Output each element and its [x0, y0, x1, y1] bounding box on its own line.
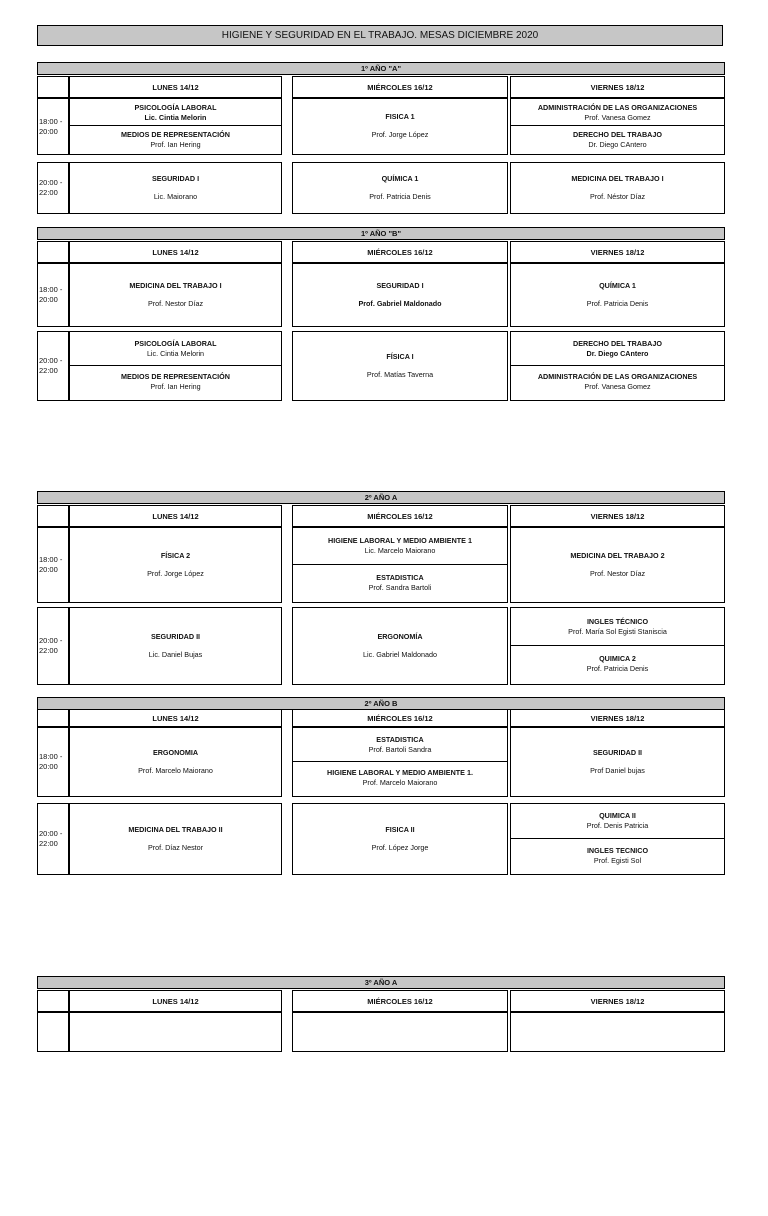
time-header [37, 76, 69, 98]
exam-entry [293, 528, 507, 565]
teacher-name: Prof. Bartoli Sandra [368, 744, 432, 754]
exam-entry [511, 528, 724, 601]
schedule-cell [37, 1012, 69, 1052]
exam-entry [293, 332, 507, 399]
teacher-name: Lic. Daniel Bujas [148, 649, 203, 659]
subject-name: SEGURIDAD I [376, 280, 424, 290]
exam-entry [511, 608, 724, 646]
schedule-cell [292, 331, 508, 401]
exam-entry [70, 163, 281, 212]
exam-entry [293, 608, 507, 683]
teacher-name: Prof. Ian Hering [150, 382, 201, 392]
exam-entry [511, 163, 724, 212]
cell-divider [511, 645, 724, 646]
day-header: LUNES 14/12 [69, 76, 282, 98]
exam-entry [70, 728, 281, 795]
subject-name: INGLES TÉCNICO [586, 616, 649, 626]
schedule-cell [292, 803, 508, 875]
subject-name: FISICA II [385, 824, 415, 834]
exam-entry [293, 804, 507, 873]
day-header: VIERNES 18/12 [510, 505, 725, 527]
time-label: 18:00 - 20:00 [39, 116, 63, 136]
schedule-cell [510, 727, 725, 797]
time-slot [37, 331, 69, 401]
time-slot [37, 527, 69, 603]
subject-name: DERECHO DEL TRABAJO [573, 338, 662, 348]
teacher-name: Prof. Vanesa Gomez [584, 382, 651, 392]
day-header: MIÉRCOLES 16/12 [292, 990, 508, 1012]
exam-entry [70, 264, 281, 325]
subject-name: FÍSICA I [386, 351, 414, 361]
subject-name: SEGURIDAD II [150, 631, 201, 641]
cell-divider [511, 365, 724, 366]
subject-name: MEDIOS DE REPRESENTACIÓN [121, 372, 230, 382]
subject-name: ERGONOMIA [152, 747, 199, 757]
time-slot [37, 162, 69, 214]
schedule-cell [292, 162, 508, 214]
teacher-name: Prof. Nestor Díaz [147, 298, 204, 308]
teacher-name: Prof. Díaz Nestor [147, 842, 204, 852]
teacher-name: Lic. Gabriel Maldonado [363, 649, 437, 659]
year-section [37, 491, 725, 731]
time-header [37, 709, 69, 727]
subject-name: HIGIENE LABORAL Y MEDIO AMBIENTE 1. [327, 768, 473, 778]
schedule-cell [510, 162, 725, 214]
teacher-name: Prof. López Jorge [371, 842, 429, 852]
schedule-cell [292, 527, 508, 603]
teacher-name: Prof. Nestor Díaz [589, 568, 646, 578]
day-header: VIERNES 18/12 [510, 709, 725, 727]
schedule-cell [69, 607, 282, 685]
teacher-name: Prof. Jorge López [371, 130, 429, 139]
day-header: VIERNES 18/12 [510, 241, 725, 263]
subject-name: ADMINISTRACIÓN DE LAS ORGANIZACIONES [537, 102, 698, 112]
subject-name: QUÍMICA 1 [381, 173, 419, 183]
subject-name: DERECHO DEL TRABAJO [573, 129, 662, 139]
subject-name: PSICOLOGÍA LABORAL [134, 102, 217, 112]
subject-name: MEDICINA DEL TRABAJO II [128, 824, 223, 834]
subject-name: SEGURIDAD I [151, 173, 200, 183]
teacher-name: Prof. Marcelo Maiorano [362, 778, 438, 788]
time-header [37, 505, 69, 527]
teacher-name: Lic. Cintia Melorin [146, 348, 205, 358]
teacher-name: Lic. Maiorano [153, 191, 198, 201]
teacher-name: Prof. Matías Taverna [366, 369, 434, 379]
page-title: HIGIENE Y SEGURIDAD EN EL TRABAJO. MESAS DICIEMBRE 2020 [37, 25, 723, 46]
section-title: 1º AÑO "B" [37, 227, 725, 240]
exam-entry [511, 646, 724, 684]
time-label: 20:00 - 22:00 [39, 178, 63, 197]
time-label: 20:00 - 22:00 [39, 356, 63, 375]
time-slot [37, 263, 69, 327]
subject-name: HIGIENE LABORAL Y MEDIO AMBIENTE 1 [328, 536, 472, 546]
subject-name: PSICOLOGÍA LABORAL [134, 338, 217, 348]
subject-name: MEDIOS DE REPRESENTACIÓN [121, 129, 230, 139]
schedule-cell [69, 527, 282, 603]
teacher-name: Prof. Sandra Bartoli [368, 582, 432, 592]
time-slot [37, 727, 69, 797]
exam-entry [511, 332, 724, 366]
exam-entry [70, 126, 281, 153]
subject-name: MEDICINA DEL TRABAJO 2 [570, 550, 665, 560]
section-title: 2º AÑO B [37, 697, 725, 710]
subject-name: SEGURIDAD II [592, 747, 643, 757]
subject-name: INGLES TECNICO [586, 845, 649, 855]
day-header: VIERNES 18/12 [510, 990, 725, 1012]
teacher-name: Dr. Diego CAntero [586, 348, 649, 358]
time-label: 18:00 - 20:00 [39, 752, 63, 771]
teacher-name: Prof. Vanesa Gomez [584, 112, 651, 122]
subject-name: ESTADISTICA [376, 734, 424, 744]
cell-divider [70, 125, 281, 126]
year-section [37, 697, 725, 937]
schedule-cell [69, 162, 282, 214]
subject-name: QUÍMICA 1 [599, 280, 636, 290]
schedule-cell [510, 607, 725, 685]
day-header: MIÉRCOLES 16/12 [292, 505, 508, 527]
exam-entry [511, 99, 724, 126]
subject-name: MEDICINA DEL TRABAJO I [129, 280, 222, 290]
subject-name: ESTADISTICA [376, 572, 424, 582]
schedule-cell [510, 527, 725, 603]
cell-divider [70, 365, 281, 366]
time-slot [37, 607, 69, 685]
teacher-name: Prof. Patricia Denis [586, 664, 649, 674]
subject-name: FÍSICA 2 [160, 550, 191, 560]
subject-name: ADMINISTRACIÓN DE LAS ORGANIZACIONES [537, 372, 698, 382]
exam-entry [511, 839, 724, 874]
day-header: MIÉRCOLES 16/12 [292, 709, 508, 727]
section-title: 1º AÑO "A" [37, 62, 725, 75]
schedule-cell [292, 607, 508, 685]
schedule-cell [510, 98, 725, 155]
time-label: 20:00 - 22:00 [39, 829, 63, 848]
year-section [37, 976, 725, 1216]
time-label: 20:00 - 22:00 [39, 636, 63, 655]
exam-entry [293, 264, 507, 325]
time-slot [37, 98, 69, 155]
exam-entry [511, 728, 724, 795]
section-title: 2º AÑO A [37, 491, 725, 504]
day-header: LUNES 14/12 [69, 709, 282, 727]
schedule-cell [69, 331, 282, 401]
exam-entry [293, 163, 507, 212]
cell-divider [511, 838, 724, 839]
cell-divider [293, 564, 507, 565]
year-section [37, 227, 725, 467]
exam-entry [70, 366, 281, 400]
teacher-name: Prof. Patricia Denis [369, 191, 431, 201]
teacher-name: Prof. Jorge López [147, 568, 204, 578]
exam-entry [70, 804, 281, 873]
day-header: LUNES 14/12 [69, 990, 282, 1012]
teacher-name: Prof. Néstor Díaz [589, 191, 646, 201]
exam-entry [511, 126, 724, 153]
schedule-cell [292, 98, 508, 155]
exam-entry [293, 565, 507, 602]
cell-divider [511, 125, 724, 126]
time-header [37, 990, 69, 1012]
cell-divider [293, 761, 507, 762]
day-header: LUNES 14/12 [69, 505, 282, 527]
teacher-name: Prof. Denis Patricia [586, 821, 649, 831]
exam-entry [293, 99, 507, 153]
exam-entry [70, 332, 281, 366]
exam-entry [70, 99, 281, 126]
schedule-cell [292, 727, 508, 797]
schedule-cell [69, 803, 282, 875]
day-header: MIÉRCOLES 16/12 [292, 76, 508, 98]
exam-entry [511, 366, 724, 400]
teacher-name: Prof. Egisti Sol [593, 855, 642, 865]
time-header [37, 241, 69, 263]
teacher-name: Prof. Gabriel Maldonado [358, 298, 442, 308]
subject-name: FISICA 1 [385, 112, 415, 121]
schedule-cell [292, 1012, 508, 1052]
schedule-cell [510, 803, 725, 875]
exam-entry [70, 528, 281, 601]
exam-entry [511, 264, 724, 325]
teacher-name: Prof. Marcelo Maiorano [138, 765, 213, 775]
exam-entry [511, 804, 724, 839]
subject-name: ERGONOMÍA [377, 631, 423, 641]
time-slot [37, 803, 69, 875]
exam-entry [293, 762, 507, 796]
time-label: 18:00 - 20:00 [39, 285, 63, 304]
day-header: MIÉRCOLES 16/12 [292, 241, 508, 263]
teacher-name: Lic. Cintia Melorin [144, 112, 207, 122]
day-header: VIERNES 18/12 [510, 76, 725, 98]
subject-name: QUIMICA 2 [599, 654, 636, 664]
exam-entry [70, 608, 281, 683]
teacher-name: Dr. Diego CAntero [588, 139, 647, 149]
schedule-cell [69, 1012, 282, 1052]
section-title: 3º AÑO A [37, 976, 725, 989]
schedule-cell [292, 263, 508, 327]
schedule-cell [69, 263, 282, 327]
time-label: 18:00 - 20:00 [39, 555, 63, 574]
schedule-cell [510, 331, 725, 401]
day-header: LUNES 14/12 [69, 241, 282, 263]
schedule-cell [510, 263, 725, 327]
teacher-name: Prof. Patricia Denis [586, 298, 649, 308]
teacher-name: Lic. Marcelo Maiorano [364, 546, 436, 556]
schedule-cell [69, 727, 282, 797]
teacher-name: Prof Daniel bujas [590, 765, 645, 775]
schedule-cell [69, 98, 282, 155]
exam-entry [293, 728, 507, 762]
teacher-name: Prof. Ian Hering [150, 139, 201, 149]
subject-name: QUIMICA II [599, 811, 636, 821]
teacher-name: Prof. María Sol Egisti Staniscia [568, 626, 667, 636]
schedule-cell [510, 1012, 725, 1052]
subject-name: MEDICINA DEL TRABAJO I [571, 173, 664, 183]
